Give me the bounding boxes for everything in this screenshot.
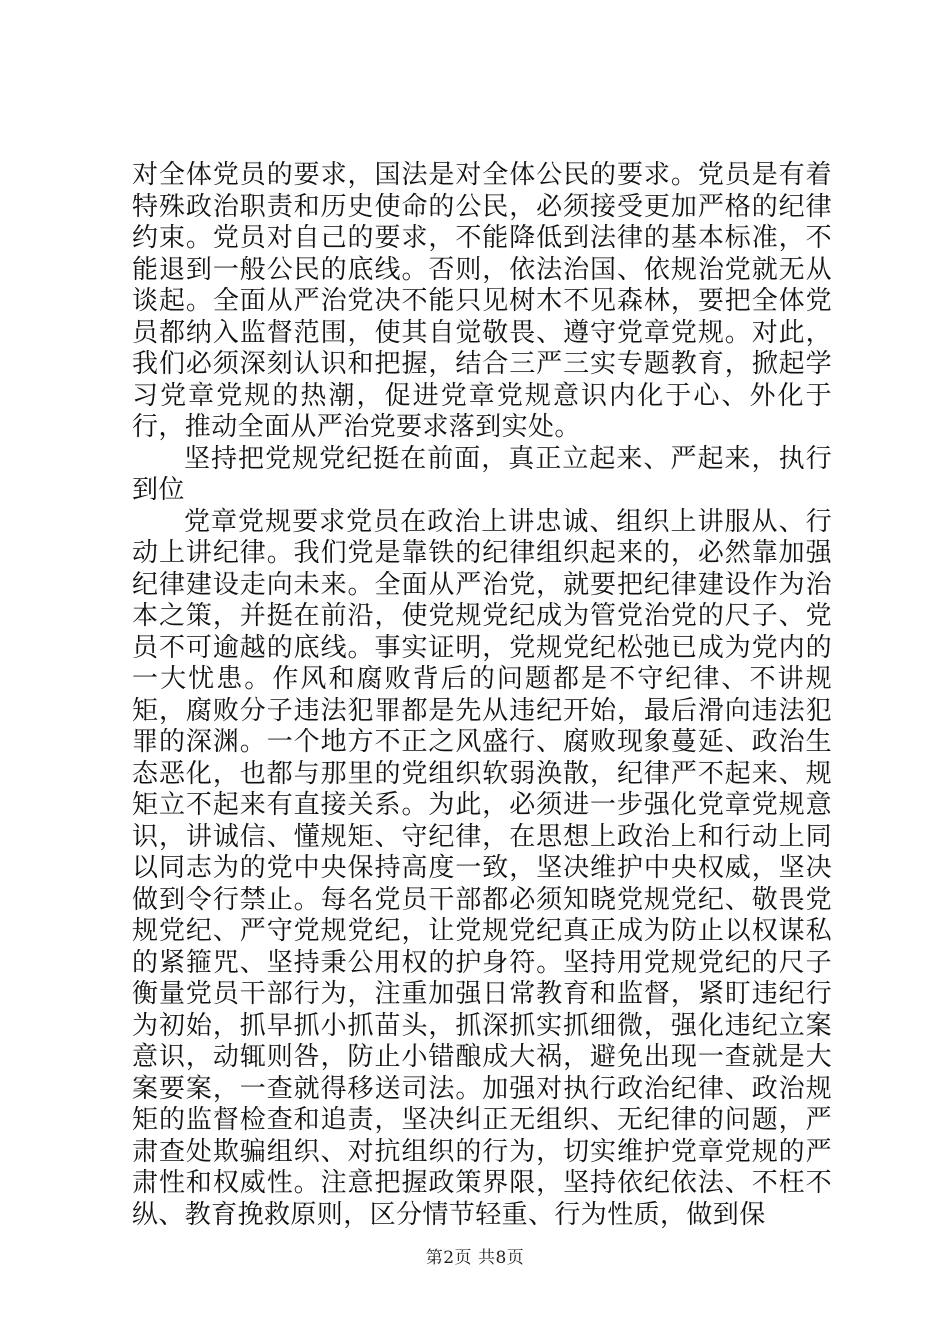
section-heading: 坚持把党规党纪挺在前面，真正立起来、严起来，执行到位 — [132, 443, 832, 505]
paragraph-continuation: 对全体党员的要求，国法是对全体公民的要求。党员是有着特殊政治职责和历史使命的公民，必须接受更加严格的纪律约束。党员对自己的要求，不能降低到法律的基本标准，不能退到一般公民的底线。否则，依法治国、依规治党就无从谈起。全面从严治党决不能只见树木不见森林，要把全体党员都纳入监督范围，使其自觉敬畏、遵守党章党规。对此，我们必须深刻认识和把握，结合三严三实专题教育，掀起学习党章党规的热潮，促进党章党规意识内化于心、外化于行，推动全面从严治党要求落到实处。 — [132, 160, 832, 442]
document-body — [132, 160, 832, 1231]
page-number-footer: 第2页 共8页 — [425, 1248, 525, 1268]
paragraph-body: 党章党规要求党员在政治上讲忠诚、组织上讲服从、行动上讲纪律。我们党是靠铁的纪律组织起来的，必然靠加强纪律建设走向未来。全面从严治党，就要把纪律建设作为治本之策，并挺在前沿，使党规党纪成为管党治党的尺子、党员不可逾越的底线。事实证明，党规党纪松弛已成为党内的一大忧患。作风和腐败背后的问题都是不守纪律、不讲规矩，腐败分子违法犯罪都是先从违纪开始，最后滑向违法犯罪的深渊。一个地方不正之风盛行、腐败现象蔓延、政治生态恶化，也都与那里的党组织软弱涣散，纪律严不起来、规矩立不起来有直接关系。为此，必须进一步强化党章党规意识，讲诚信、懂规矩、守纪律，在思想上政治上和行动上同以同志为的党中央保持高度一致，坚决维护中央权威，坚决做到令行禁止。每名党员干部都必须知晓党规党纪、敬畏党规党纪、严守党规党纪，让党规党纪真正成为防止以权谋私的紧箍咒、坚持秉公用权的护身符。坚持用党规党纪的尺子衡量党员干部行为，注重加强日常教育和监督，紧盯违纪行为初始，抓早抓小抓苗头，抓深抓实抓细微，强化违纪立案意识，动辄则咎，防止小错酿成大祸，避免出现一查就是大案要案，一查就得移送司法。加强对执行政治纪律、政治规矩的监督检查和追责，坚决纠正无组织、无纪律的问题，严肃查处欺骗组织、对抗组织的行为，切实维护党章党规的严肃性和权威性。注意把握政策界限，坚持依纪依法、不枉不纵、教育挽救原则，区分情节轻重、行为性质，做到保 — [132, 506, 832, 1230]
